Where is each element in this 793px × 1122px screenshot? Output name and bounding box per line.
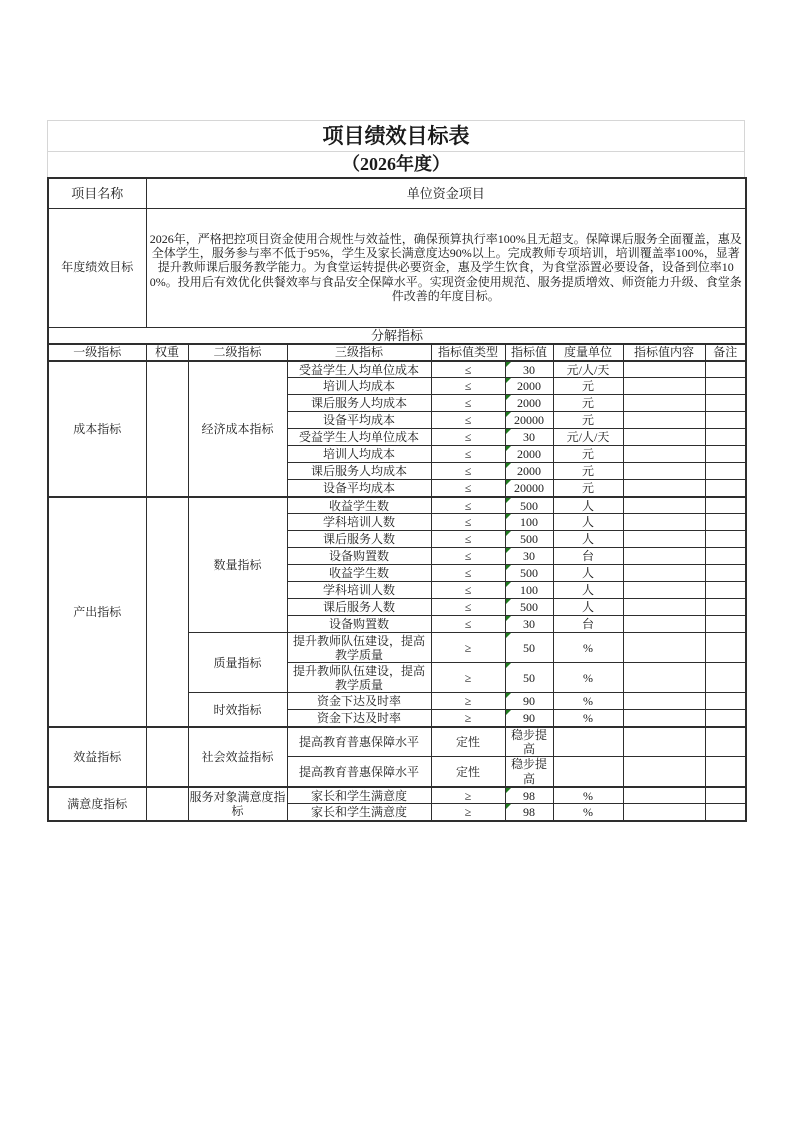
weight-cell [146,361,188,497]
value-content-cell [623,599,705,616]
column-header-6: 度量单位 [553,344,623,361]
level2-indicator-cell: 服务对象满意度指标 [188,787,287,821]
performance-table-body [48,178,746,821]
value-type-cell: ≤ [431,582,505,599]
project-name-row [48,178,746,208]
level3-indicator-cell: 提高教育普惠保障水平 [287,757,431,787]
project-name-label: 项目名称 [48,178,146,208]
level3-indicator-cell: 课后服务人均成本 [287,395,431,412]
note-cell [705,616,746,633]
value-content-cell [623,497,705,514]
indicator-value-cell: 20000 [505,480,553,497]
indicator-value-cell: 2000 [505,463,553,480]
level2-indicator-cell: 质量指标 [188,633,287,693]
level2-indicator-cell: 数量指标 [188,497,287,633]
value-content-cell [623,804,705,821]
value-type-cell: ≤ [431,497,505,514]
unit-cell: % [553,663,623,693]
indicator-value-cell: 500 [505,497,553,514]
value-content-cell [623,463,705,480]
indicator-value-cell: 稳步提高 [505,757,553,787]
level3-indicator-cell: 培训人均成本 [287,378,431,395]
value-type-cell: ≥ [431,804,505,821]
value-content-cell [623,757,705,787]
value-type-cell: ≤ [431,412,505,429]
value-type-cell: ≤ [431,480,505,497]
level3-indicator-cell: 提升教师队伍建设，提高教学质量 [287,633,431,663]
unit-cell: 元 [553,378,623,395]
value-type-cell: ≤ [431,616,505,633]
value-type-cell: ≥ [431,787,505,804]
level3-indicator-cell: 课后服务人数 [287,599,431,616]
level3-indicator-cell: 受益学生人均单位成本 [287,429,431,446]
column-header-5: 指标值 [505,344,553,361]
indicator-value-cell: 30 [505,429,553,446]
value-type-cell: ≤ [431,361,505,378]
document-title-block [47,120,745,177]
value-type-cell: ≤ [431,514,505,531]
column-header-0: 一级指标 [48,344,146,361]
unit-cell: 人 [553,497,623,514]
weight-cell [146,787,188,821]
value-type-cell: ≤ [431,429,505,446]
level3-indicator-cell: 提高教育普惠保障水平 [287,727,431,757]
note-cell [705,727,746,757]
indicator-value-cell: 500 [505,565,553,582]
level2-indicator-cell: 时效指标 [188,693,287,727]
unit-cell: 元 [553,446,623,463]
value-type-cell: ≤ [431,599,505,616]
column-header-8: 备注 [705,344,746,361]
value-type-cell: 定性 [431,757,505,787]
column-header-7: 指标值内容 [623,344,705,361]
level3-indicator-cell: 提升教师队伍建设，提高教学质量 [287,663,431,693]
value-content-cell [623,378,705,395]
indicator-row [48,727,746,757]
note-cell [705,412,746,429]
note-cell [705,395,746,412]
unit-cell: 人 [553,514,623,531]
value-content-cell [623,633,705,663]
level3-indicator-cell: 培训人均成本 [287,446,431,463]
annual-target-label: 年度绩效目标 [48,208,146,327]
indicator-value-cell: 2000 [505,378,553,395]
value-content-cell [623,582,705,599]
level3-indicator-cell: 学科培训人数 [287,514,431,531]
indicator-value-cell: 2000 [505,395,553,412]
note-cell [705,480,746,497]
level3-indicator-cell: 课后服务人均成本 [287,463,431,480]
level3-indicator-cell: 收益学生数 [287,565,431,582]
weight-cell [146,497,188,727]
unit-cell: % [553,633,623,663]
level3-indicator-cell: 设备平均成本 [287,480,431,497]
level1-indicator-cell: 产出指标 [48,497,146,727]
column-header-1: 权重 [146,344,188,361]
note-cell [705,531,746,548]
level1-indicator-cell: 效益指标 [48,727,146,787]
note-cell [705,446,746,463]
value-content-cell [623,693,705,710]
unit-cell: 元/人/天 [553,429,623,446]
column-header-2: 二级指标 [188,344,287,361]
note-cell [705,582,746,599]
level3-indicator-cell: 受益学生人均单位成本 [287,361,431,378]
note-cell [705,693,746,710]
level3-indicator-cell: 家长和学生满意度 [287,787,431,804]
annual-target-text: 2026年，严格把控项目资金使用合规性与效益性，确保预算执行率100%且无超支。保障课后服务全面覆盖，惠及全体学生，服务参与率不低于95%，学生及家长满意度达90%以上。完成教师专项培训，培训覆盖率100%，显著提升教师课后服务教学能力。为食堂运转提供必要资金，惠及学生饮食，为食堂添置必要设备，设备到位率100%。投用后有效优化供餐效率与食品安全保障水平。实现资金使用规范、服务提质增效、师资能力升级、食堂条件改善的年度目标。 [146,208,746,327]
note-cell [705,548,746,565]
value-content-cell [623,446,705,463]
unit-cell: % [553,787,623,804]
unit-cell: 元 [553,480,623,497]
note-cell [705,757,746,787]
value-content-cell [623,710,705,727]
value-content-cell [623,548,705,565]
indicator-value-cell: 稳步提高 [505,727,553,757]
value-type-cell: ≤ [431,463,505,480]
indicator-value-cell: 50 [505,633,553,663]
value-content-cell [623,531,705,548]
level2-indicator-cell: 社会效益指标 [188,727,287,787]
value-content-cell [623,429,705,446]
level3-indicator-cell: 资金下达及时率 [287,693,431,710]
note-cell [705,787,746,804]
note-cell [705,514,746,531]
level3-indicator-cell: 收益学生数 [287,497,431,514]
column-header-3: 三级指标 [287,344,431,361]
value-content-cell [623,727,705,757]
unit-cell: 元/人/天 [553,361,623,378]
page-subtitle: （2026年度） [342,154,450,174]
value-type-cell: ≥ [431,693,505,710]
note-cell [705,378,746,395]
indicator-row [48,361,746,378]
note-cell [705,710,746,727]
indicator-row [48,497,746,514]
breakdown-section-title: 分解指标 [48,327,746,344]
note-cell [705,463,746,480]
note-cell [705,497,746,514]
indicator-value-cell: 500 [505,531,553,548]
unit-cell: 元 [553,463,623,480]
value-content-cell [623,480,705,497]
unit-cell: 元 [553,412,623,429]
indicator-row [48,787,746,804]
level3-indicator-cell: 设备购置数 [287,616,431,633]
note-cell [705,804,746,821]
indicator-value-cell: 100 [505,582,553,599]
indicator-value-cell: 30 [505,361,553,378]
note-cell [705,361,746,378]
value-type-cell: ≥ [431,633,505,663]
value-type-cell: ≤ [431,548,505,565]
indicator-value-cell: 98 [505,804,553,821]
value-type-cell: ≥ [431,663,505,693]
level1-indicator-cell: 满意度指标 [48,787,146,821]
value-content-cell [623,514,705,531]
unit-cell: 台 [553,548,623,565]
level3-indicator-cell: 设备平均成本 [287,412,431,429]
value-type-cell: 定性 [431,727,505,757]
level3-indicator-cell: 资金下达及时率 [287,710,431,727]
value-type-cell: ≤ [431,531,505,548]
value-type-cell: ≤ [431,395,505,412]
value-type-cell: ≤ [431,446,505,463]
value-content-cell [623,565,705,582]
level1-indicator-cell: 成本指标 [48,361,146,497]
indicator-value-cell: 98 [505,787,553,804]
weight-cell [146,727,188,787]
note-cell [705,633,746,663]
document-sheet [47,120,745,822]
column-header-4: 指标值类型 [431,344,505,361]
indicator-value-cell: 30 [505,548,553,565]
unit-cell: % [553,693,623,710]
level3-indicator-cell: 设备购置数 [287,548,431,565]
note-cell [705,599,746,616]
note-cell [705,565,746,582]
indicator-value-cell: 90 [505,710,553,727]
level2-indicator-cell: 经济成本指标 [188,361,287,497]
value-content-cell [623,395,705,412]
indicator-value-cell: 100 [505,514,553,531]
indicator-value-cell: 2000 [505,446,553,463]
level3-indicator-cell: 学科培训人数 [287,582,431,599]
indicator-value-cell: 20000 [505,412,553,429]
unit-cell: % [553,804,623,821]
unit-cell: 人 [553,599,623,616]
value-content-cell [623,412,705,429]
breakdown-section-title-row [48,327,746,344]
unit-cell: 台 [553,616,623,633]
unit-cell: 元 [553,395,623,412]
unit-cell: 人 [553,565,623,582]
project-name-value: 单位资金项目 [146,178,746,208]
level3-indicator-cell: 家长和学生满意度 [287,804,431,821]
value-content-cell [623,663,705,693]
level3-indicator-cell: 课后服务人数 [287,531,431,548]
indicator-value-cell: 500 [505,599,553,616]
unit-cell: 人 [553,531,623,548]
unit-cell [553,757,623,787]
indicator-header-row [48,344,746,361]
unit-cell: 人 [553,582,623,599]
value-content-cell [623,616,705,633]
note-cell [705,663,746,693]
note-cell [705,429,746,446]
value-type-cell: ≤ [431,378,505,395]
value-type-cell: ≥ [431,710,505,727]
value-content-cell [623,787,705,804]
page-title: 项目绩效目标表 [48,121,744,152]
value-content-cell [623,361,705,378]
value-type-cell: ≤ [431,565,505,582]
indicator-value-cell: 90 [505,693,553,710]
unit-cell: % [553,710,623,727]
indicator-value-cell: 50 [505,663,553,693]
annual-target-row [48,208,746,327]
performance-target-table [47,177,747,822]
unit-cell [553,727,623,757]
indicator-value-cell: 30 [505,616,553,633]
